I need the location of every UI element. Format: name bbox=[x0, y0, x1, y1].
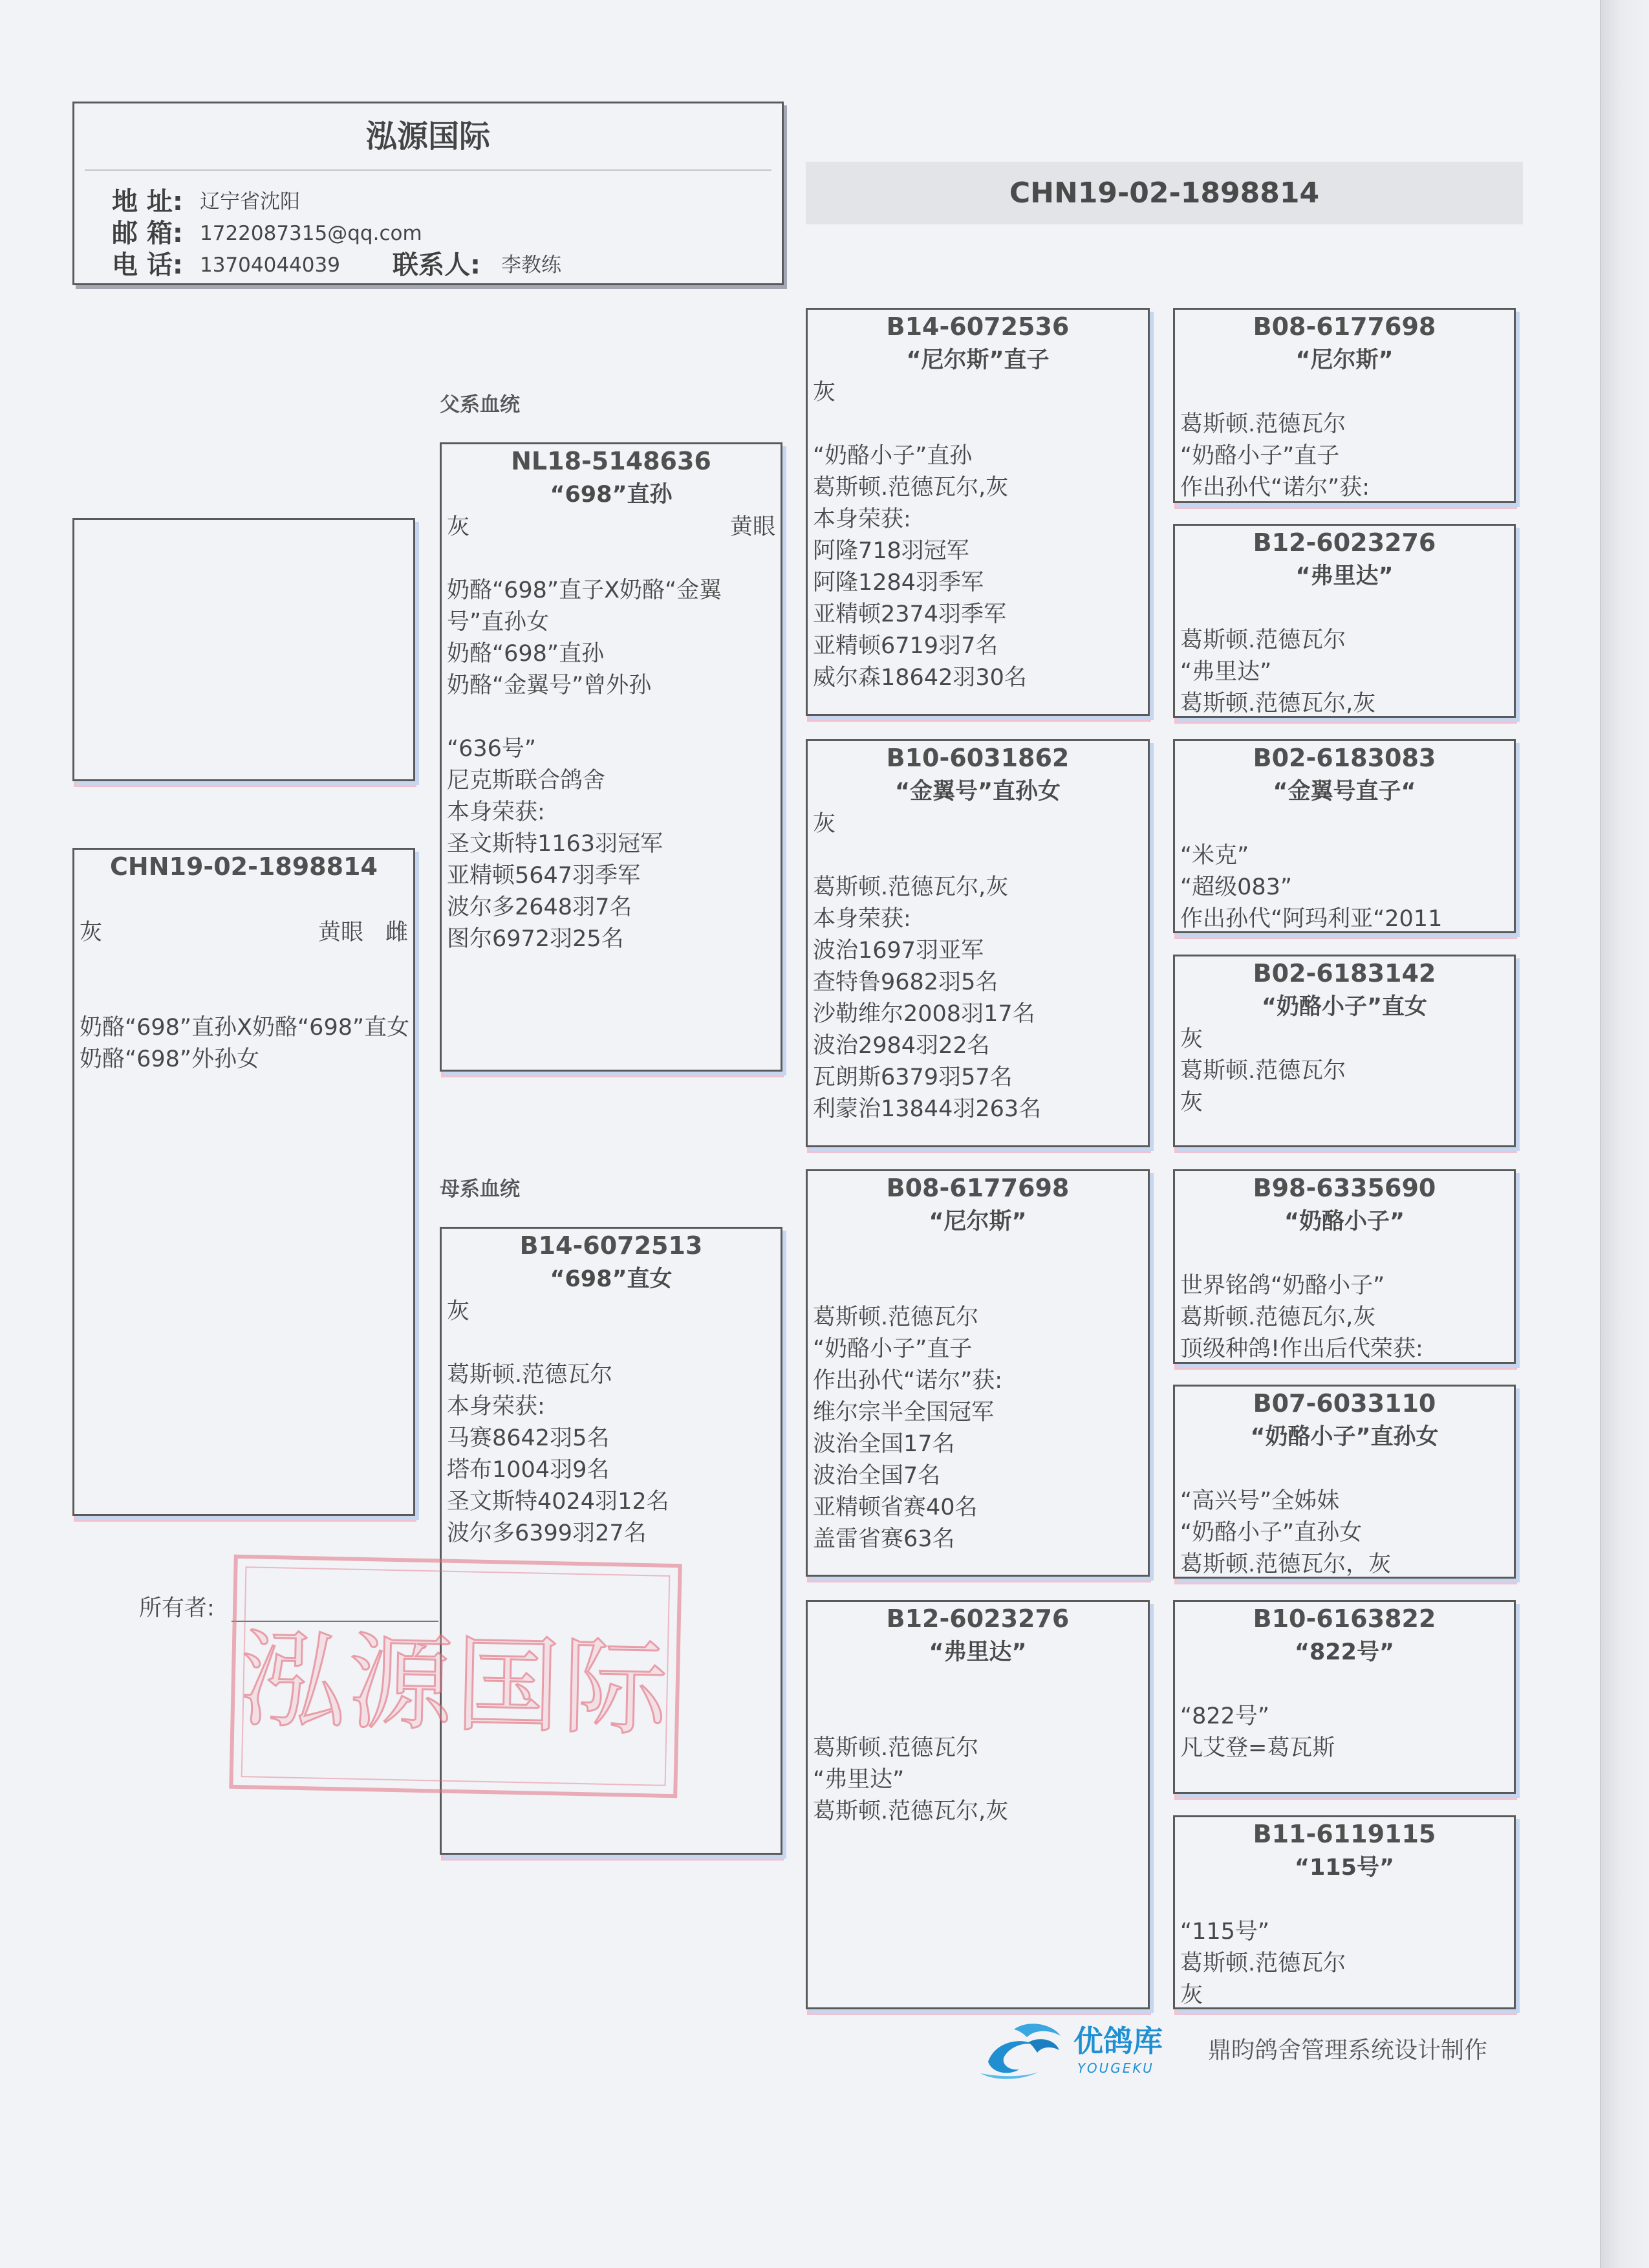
gp-line: 阿隆718羽冠军 bbox=[813, 538, 969, 564]
contact-label: 联系人: bbox=[393, 250, 480, 280]
phone-value: 13704044039 bbox=[200, 254, 340, 277]
stamp-text: 泓源国际 bbox=[239, 1620, 672, 1751]
sire-color: 灰 bbox=[447, 514, 470, 540]
ggp-line: 凡艾登=葛瓦斯 bbox=[1180, 1735, 1335, 1761]
subject-line: 奶酪“698”外孙女 bbox=[80, 1046, 260, 1072]
address-label: 地 址: bbox=[112, 187, 183, 217]
gp-line: 波治全国7名 bbox=[813, 1463, 941, 1489]
ggp-line: “弗里达” bbox=[1180, 659, 1272, 685]
gp-ring: B12-6023276 bbox=[886, 1604, 1070, 1633]
grandparent-card bbox=[806, 1600, 1150, 2009]
photo-placeholder bbox=[72, 518, 415, 781]
ggp-ring: B11-6119115 bbox=[1253, 1820, 1436, 1848]
sire-line: 尼克斯联合鸽舍 bbox=[447, 768, 606, 794]
dam-line: 马赛8642羽5名 bbox=[447, 1425, 610, 1451]
dam-line: 波尔多6399羽27名 bbox=[447, 1520, 647, 1546]
great-grandparent-card bbox=[1173, 955, 1516, 1147]
ggp-name: “奶酪小子”直孙女 bbox=[1250, 1424, 1439, 1450]
sire-line: 奶酪“金翼号”曾外孙 bbox=[447, 673, 652, 698]
ggp-line: 葛斯顿.范德瓦尔 bbox=[1180, 1950, 1346, 1976]
email-value: 1722087315@qq.com bbox=[200, 222, 422, 245]
ggp-name: “115号” bbox=[1294, 1855, 1395, 1881]
gp-line: 亚精顿6719羽7名 bbox=[813, 633, 998, 659]
ggp-name: “822号” bbox=[1294, 1639, 1395, 1665]
gp-line: 盖雷省赛63名 bbox=[813, 1526, 955, 1552]
gp-line: 葛斯顿.范德瓦尔,灰 bbox=[813, 1798, 1009, 1824]
top-ring-number: CHN19-02-1898814 bbox=[806, 162, 1523, 224]
gp-ring: B10-6031862 bbox=[886, 744, 1070, 772]
ggp-ring: B08-6177698 bbox=[1253, 312, 1436, 341]
sire-ring: NL18-5148636 bbox=[511, 447, 711, 475]
subject-color: 灰 bbox=[80, 920, 103, 945]
sire-line: 本身荣获: bbox=[447, 799, 545, 825]
ggp-line: 葛斯顿.范德瓦尔,灰 bbox=[1180, 1304, 1376, 1330]
subject-bird-card bbox=[72, 848, 415, 1516]
ggp-name: “弗里达” bbox=[1295, 563, 1394, 589]
gp-line: 葛斯顿.范德瓦尔,灰 bbox=[813, 874, 1009, 900]
gp-line: 瓦朗斯6379羽57名 bbox=[813, 1064, 1013, 1090]
ggp-line: “奶酪小子”直孙女 bbox=[1180, 1520, 1363, 1546]
gp-name: “尼尔斯”直子 bbox=[906, 347, 1050, 373]
gp-line: 葛斯顿.范德瓦尔 bbox=[813, 1304, 979, 1330]
header-divider bbox=[85, 169, 771, 171]
gp-line: 亚精顿省赛40名 bbox=[813, 1495, 978, 1520]
great-grandparent-card bbox=[1173, 1600, 1516, 1794]
gp-color: 灰 bbox=[813, 811, 836, 837]
grandparent-card bbox=[806, 1169, 1150, 1577]
subject-eye: 黄眼 bbox=[318, 920, 363, 945]
ggp-line: 葛斯顿.范德瓦尔 bbox=[1180, 1058, 1346, 1084]
ggp-ring: B12-6023276 bbox=[1253, 528, 1436, 557]
sire-line: 亚精顿5647羽季军 bbox=[447, 863, 641, 889]
address-value: 辽宁省沈阳 bbox=[200, 190, 300, 213]
ggp-line: “奶酪小子”直子 bbox=[1180, 443, 1340, 469]
sire-eye: 黄眼 bbox=[729, 514, 775, 540]
contact-value: 李教练 bbox=[501, 254, 561, 277]
ggp-ring: B10-6163822 bbox=[1253, 1604, 1436, 1633]
sire-line: 奶酪“698”直孙 bbox=[447, 641, 605, 667]
sire-section-label: 父系血统 bbox=[440, 393, 520, 416]
gp-ring: B14-6072536 bbox=[886, 312, 1070, 341]
ggp-name: “尼尔斯” bbox=[1295, 347, 1394, 373]
phone-label: 电 话: bbox=[112, 250, 183, 280]
loft-seal-stamp bbox=[229, 1555, 682, 1798]
ggp-line: 葛斯顿.范德瓦尔 bbox=[1180, 627, 1346, 653]
sire-card bbox=[440, 442, 782, 1072]
gp-line: “奶酪小子”直孙 bbox=[813, 443, 973, 469]
ggp-line: “115号” bbox=[1180, 1919, 1270, 1945]
dam-line: 葛斯顿.范德瓦尔 bbox=[447, 1362, 613, 1388]
sire-name: “698”直孙 bbox=[550, 482, 673, 508]
subject-sex: 雌 bbox=[385, 920, 408, 945]
sire-line: 奶酪“698”直子X奶酪“金翼号”直孙女 bbox=[447, 578, 722, 635]
sire-traits bbox=[442, 512, 781, 543]
ggp-line: “822号” bbox=[1180, 1703, 1270, 1729]
ggp-line: “米克” bbox=[1180, 843, 1249, 869]
great-grandparent-card bbox=[1173, 524, 1516, 718]
subject-traits bbox=[74, 917, 413, 949]
gp-name: “金翼号”直孙女 bbox=[894, 779, 1061, 805]
gp-line: “弗里达” bbox=[813, 1767, 905, 1793]
sire-line: “636号” bbox=[447, 736, 537, 762]
ggp-line: 作出孙代“诺尔”获: bbox=[1180, 475, 1370, 501]
gp-line: 葛斯顿.范德瓦尔 bbox=[813, 1735, 979, 1761]
ggp-line: “高兴号”全姊妹 bbox=[1180, 1488, 1340, 1514]
ggp-ring: B98-6335690 bbox=[1253, 1174, 1436, 1202]
gp-name: “弗里达” bbox=[929, 1639, 1027, 1665]
ggp-color: 灰 bbox=[1180, 1026, 1203, 1052]
subject-ring: CHN19-02-1898814 bbox=[110, 852, 378, 881]
subject-line: 奶酪“698”直孙X奶酪“698”直女 bbox=[80, 1015, 410, 1041]
loft-title: 泓源国际 bbox=[365, 118, 490, 155]
gp-line: 波治1697羽亚军 bbox=[813, 938, 984, 964]
gp-line: 本身荣获: bbox=[813, 506, 911, 532]
great-grandparent-card bbox=[1173, 739, 1516, 933]
ggp-ring: B07-6033110 bbox=[1253, 1389, 1436, 1418]
ggp-name: “金翼号直子“ bbox=[1273, 779, 1416, 805]
great-grandparent-card bbox=[1173, 308, 1516, 503]
dam-name: “698”直女 bbox=[550, 1266, 673, 1292]
email-label: 邮 箱: bbox=[112, 219, 183, 248]
great-grandparent-card bbox=[1173, 1169, 1516, 1364]
owner-label: 所有者: bbox=[139, 1595, 215, 1621]
design-credit: 鼎昀鸽舍管理系统设计制作 bbox=[1208, 2037, 1488, 2064]
ggp-line: 灰 bbox=[1180, 1090, 1203, 1116]
grandparent-card bbox=[806, 739, 1150, 1147]
dam-section-label: 母系血统 bbox=[440, 1178, 520, 1201]
gp-line: 沙勒维尔2008羽17名 bbox=[813, 1001, 1035, 1027]
grandparent-card bbox=[806, 308, 1150, 716]
brand-name-en: YOUGEKU bbox=[1077, 2060, 1154, 2076]
gp-line: 作出孙代“诺尔”获: bbox=[813, 1368, 1003, 1394]
gp-line: 阿隆1284羽季军 bbox=[813, 570, 984, 596]
paper-edge bbox=[1600, 0, 1649, 2268]
dam-line: 塔布1004羽9名 bbox=[447, 1457, 610, 1483]
sire-line: 波尔多2648羽7名 bbox=[447, 894, 632, 920]
gp-name: “尼尔斯” bbox=[929, 1209, 1027, 1235]
ggp-line: 葛斯顿.范德瓦尔，灰 bbox=[1180, 1551, 1392, 1577]
ggp-line: “超级083” bbox=[1180, 874, 1293, 900]
ggp-line: 作出孙代“阿玛利亚“2011 bbox=[1180, 906, 1443, 932]
ggp-name: “奶酪小子” bbox=[1284, 1209, 1405, 1235]
loft-header bbox=[72, 102, 784, 285]
brand-name: 优鸽库 bbox=[1073, 2024, 1163, 2058]
ggp-ring: B02-6183083 bbox=[1253, 744, 1436, 772]
great-grandparent-card bbox=[1173, 1385, 1516, 1579]
sire-line: 图尔6972羽25名 bbox=[447, 926, 624, 952]
gp-line: 葛斯顿.范德瓦尔,灰 bbox=[813, 475, 1009, 501]
ggp-line: 世界铭鸽“奶酪小子” bbox=[1180, 1273, 1385, 1299]
dam-color: 灰 bbox=[447, 1299, 470, 1324]
great-grandparent-card bbox=[1173, 1815, 1516, 2009]
gp-ring: B08-6177698 bbox=[886, 1174, 1070, 1202]
ggp-line: 顶级种鸽!作出后代荣获: bbox=[1180, 1336, 1423, 1362]
dam-line: 圣文斯特4024羽12名 bbox=[447, 1489, 669, 1515]
dam-line: 本身荣获: bbox=[447, 1394, 545, 1420]
dam-ring: B14-6072513 bbox=[519, 1231, 703, 1260]
gp-line: 查特鲁9682羽5名 bbox=[813, 969, 998, 995]
gp-line: “奶酪小子”直子 bbox=[813, 1336, 973, 1362]
gp-line: 波治全国17名 bbox=[813, 1431, 955, 1457]
swirl-bird-logo-icon bbox=[975, 2016, 1066, 2084]
gp-line: 波治2984羽22名 bbox=[813, 1033, 990, 1059]
ggp-ring: B02-6183142 bbox=[1253, 959, 1436, 988]
sire-line: 圣文斯特1163羽冠军 bbox=[447, 831, 663, 857]
gp-line: 威尔森18642羽30名 bbox=[813, 665, 1027, 691]
gp-color: 灰 bbox=[813, 380, 836, 405]
gp-line: 亚精顿2374羽季军 bbox=[813, 601, 1007, 627]
ggp-line: 灰 bbox=[1180, 1982, 1203, 2008]
gp-line: 本身荣获: bbox=[813, 906, 911, 932]
ggp-line: 葛斯顿.范德瓦尔 bbox=[1180, 411, 1346, 437]
gp-line: 维尔宗半全国冠军 bbox=[813, 1399, 995, 1425]
gp-line: 利蒙治13844羽263名 bbox=[813, 1096, 1042, 1122]
ggp-line: 葛斯顿.范德瓦尔,灰 bbox=[1180, 691, 1376, 717]
ggp-name: “奶酪小子”直女 bbox=[1261, 994, 1427, 1020]
